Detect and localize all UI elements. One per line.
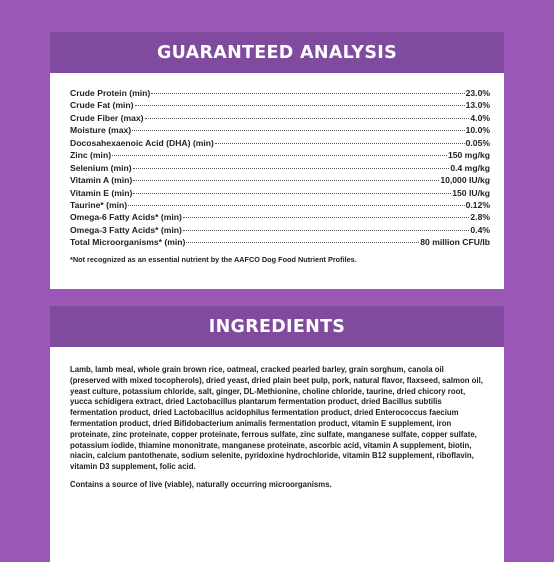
analysis-value: 10,000 IU/kg — [440, 175, 490, 186]
analysis-row — [70, 137, 490, 149]
analysis-row — [70, 87, 490, 99]
leader-dots — [128, 205, 464, 206]
analysis-row — [70, 149, 490, 161]
ingredients-body — [50, 347, 504, 562]
analysis-table — [70, 87, 490, 249]
analysis-row — [70, 162, 490, 174]
analysis-row — [70, 236, 490, 248]
analysis-label: Selenium (min) — [70, 162, 132, 173]
analysis-label: Docosahexaenoic Acid (DHA) (min) — [70, 137, 214, 148]
leader-dots — [186, 242, 419, 243]
leader-dots — [133, 180, 439, 181]
leader-dots — [215, 143, 465, 144]
analysis-row — [70, 224, 490, 236]
ingredients-footnote: Contains a source of live (viable), naturally occurring microorganisms. — [70, 479, 332, 489]
analysis-label: Crude Protein (min) — [70, 88, 151, 98]
analysis-label: Vitamin A (min) — [70, 175, 133, 186]
ingredients-list: Lamb, lamb meal, whole grain brown rice, oatmeal, cracked pearled barley, grain sorghum, canola oil (preserved with mixed tocopherols), dried yeast, dried plain beet pulp, pork, natural flavor, flaxseed, salmon oil, yeast culture, potassium chloride, salt, ginger, DL-Methionine, choline chloride, taurine, dried chicory root, yucca schidigera extract, dried Lactobacillus plantarum fermentation product, dried Bacillus subtilis fermentation product, dried Lactobacillus acidophilus fermentation product, dried Enterococcus faecium fermentation product, dried Bifidobacterium animalis fermentation product, vitamin E supplement, iron proteinate, zinc proteinate, copper proteinate, ferrous sulfate, zinc sulfate, manganese sulfate, copper sulfate, potassium iodide, thiamine mononitrate, manganese proteinate, ascorbic acid, vitamin A supplement, biotin, niacin, calcium pantothenate, sodium selenite, pyridoxine hydrochloride, vitamin B12 supplement, riboflavin, vitamin D3 supplement, folic acid. — [70, 365, 483, 472]
analysis-value: 0.4 mg/kg — [450, 162, 490, 173]
analysis-value: 13.0% — [465, 100, 490, 111]
analysis-label: Taurine* (min) — [70, 199, 128, 210]
analysis-value: 0.12% — [465, 199, 490, 210]
analysis-value: 150 IU/kg — [452, 187, 490, 198]
analysis-label: Omega-6 Fatty Acids* (min) — [70, 212, 182, 223]
analysis-value: 80 million CFU/lb — [420, 237, 490, 248]
analysis-label: Crude Fiber (max) — [70, 112, 144, 123]
analysis-row — [70, 112, 490, 124]
leader-dots — [132, 130, 465, 131]
analysis-label: Moisture (max) — [70, 125, 132, 136]
analysis-row — [70, 187, 490, 199]
leader-dots — [145, 118, 470, 119]
analysis-label: Crude Fat (min) — [70, 100, 134, 111]
leader-dots — [183, 217, 470, 218]
analysis-row — [70, 199, 490, 211]
analysis-row — [70, 211, 490, 223]
leader-dots — [151, 93, 464, 94]
analysis-value: 4.0% — [470, 112, 490, 123]
analysis-row — [70, 174, 490, 186]
analysis-row — [70, 99, 490, 111]
ingredients-title: INGREDIENTS — [50, 306, 504, 347]
leader-dots — [133, 193, 451, 194]
analysis-label: Vitamin E (min) — [70, 187, 133, 198]
guaranteed-analysis-panel — [50, 32, 504, 289]
analysis-label: Total Microorganisms* (min) — [70, 237, 186, 248]
guaranteed-analysis-title: GUARANTEED ANALYSIS — [50, 32, 504, 73]
analysis-footnote: *Not recognized as an essential nutrient by the AAFCO Dog Food Nutrient Profiles. — [70, 254, 357, 264]
analysis-value: 0.05% — [465, 137, 490, 148]
analysis-value: 0.4% — [470, 224, 490, 235]
analysis-row — [70, 124, 490, 136]
analysis-label: Omega-3 Fatty Acids* (min) — [70, 224, 182, 235]
analysis-value: 2.8% — [470, 212, 490, 223]
leader-dots — [183, 230, 470, 231]
guaranteed-analysis-body — [50, 73, 504, 289]
analysis-value: 150 mg/kg — [447, 150, 490, 161]
leader-dots — [133, 168, 450, 169]
ingredients-panel — [50, 306, 504, 562]
leader-dots — [112, 155, 447, 156]
leader-dots — [135, 105, 465, 106]
analysis-label: Zinc (min) — [70, 150, 112, 161]
analysis-value: 23.0% — [465, 88, 490, 98]
analysis-value: 10.0% — [465, 125, 490, 136]
